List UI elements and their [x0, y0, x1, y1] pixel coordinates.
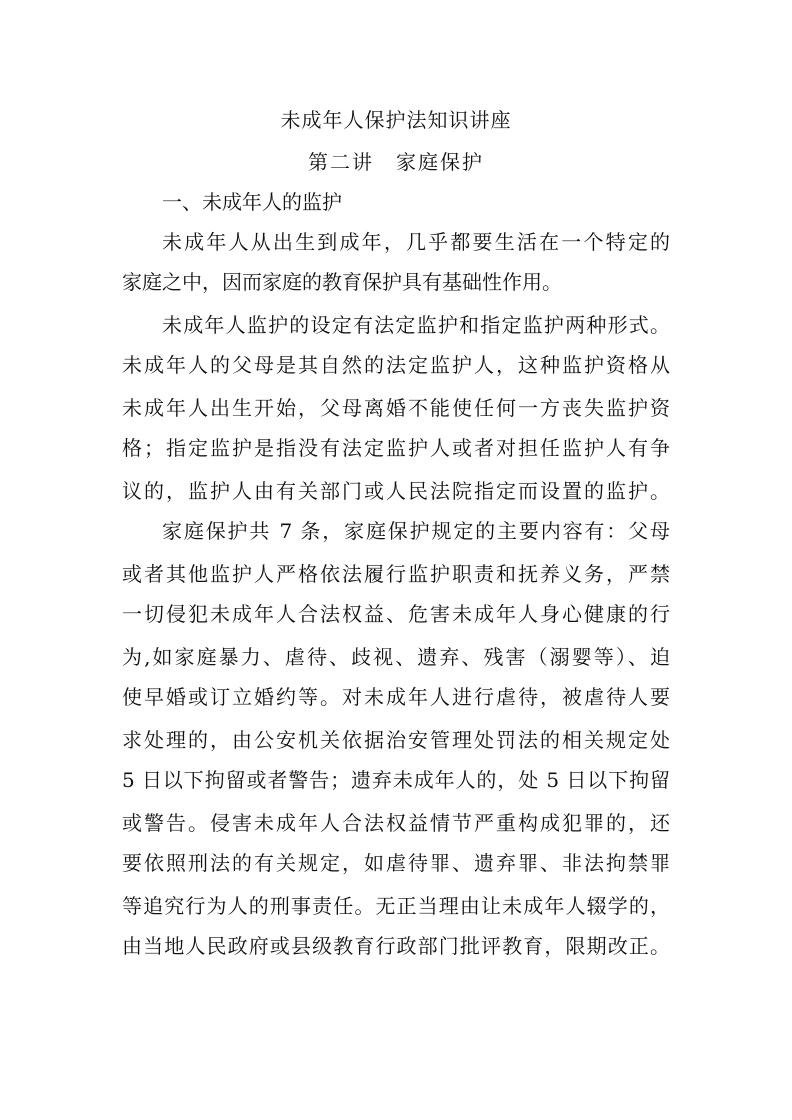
paragraph-line: 未成年人监护的设定有法定监护和指定监护两种形式。 — [162, 313, 670, 337]
paragraph-line: 要依照刑法的有关规定，如虐待罪、遗弃罪、非法拘禁罪 — [122, 851, 670, 875]
paragraph-line: 为,如家庭暴力、虐待、歧视、遗弃、残害（溺婴等）、迫 — [122, 645, 670, 669]
paragraph-line: 家庭保护共 7 条，家庭保护规定的主要内容有：父母 — [162, 519, 670, 543]
paragraph-line: 或警告。侵害未成年人合法权益情节严重构成犯罪的，还 — [122, 811, 670, 835]
paragraph-line: 未成年人出生开始，父母离婚不能使任何一方丧失监护资 — [122, 396, 670, 420]
paragraph-line: 未成年人的父母是其自然的法定监护人，这种监护资格从 — [122, 353, 670, 377]
page-title: 未成年人保护法知识讲座 — [280, 108, 512, 132]
paragraph-line: 未成年人从出生到成年，几乎都要生活在一个特定的 — [162, 230, 670, 254]
paragraph-line: 一切侵犯未成年人合法权益、危害未成年人身心健康的行 — [122, 602, 670, 626]
paragraph-line: 由当地人民政府或县级教育行政部门批评教育，限期改正。 — [122, 934, 670, 958]
paragraph-line: 求处理的，由公安机关依据治安管理处罚法的相关规定处 — [122, 728, 670, 752]
paragraph-line: 议的，监护人由有关部门或人民法院指定而设置的监护。 — [122, 479, 670, 503]
paragraph-line: 等追究行为人的刑事责任。无正当理由让未成年人辍学的， — [122, 894, 670, 918]
paragraph-line: 5 日以下拘留或者警告；遗弃未成年人的，处 5 日以下拘留 — [122, 768, 670, 792]
paragraph-line: 或者其他监护人严格依法履行监护职责和抚养义务，严禁 — [122, 562, 670, 586]
page-subtitle: 第二讲 家庭保护 — [308, 150, 484, 174]
paragraph-line: 格；指定监护是指没有法定监护人或者对担任监护人有争 — [122, 436, 670, 460]
paragraph-line: 使早婚或订立婚约等。对未成年人进行虐待，被虐待人要 — [122, 685, 670, 709]
section-heading: 一、未成年人的监护 — [162, 190, 342, 214]
paragraph-line: 家庭之中，因而家庭的教育保护具有基础性作用。 — [122, 270, 562, 294]
